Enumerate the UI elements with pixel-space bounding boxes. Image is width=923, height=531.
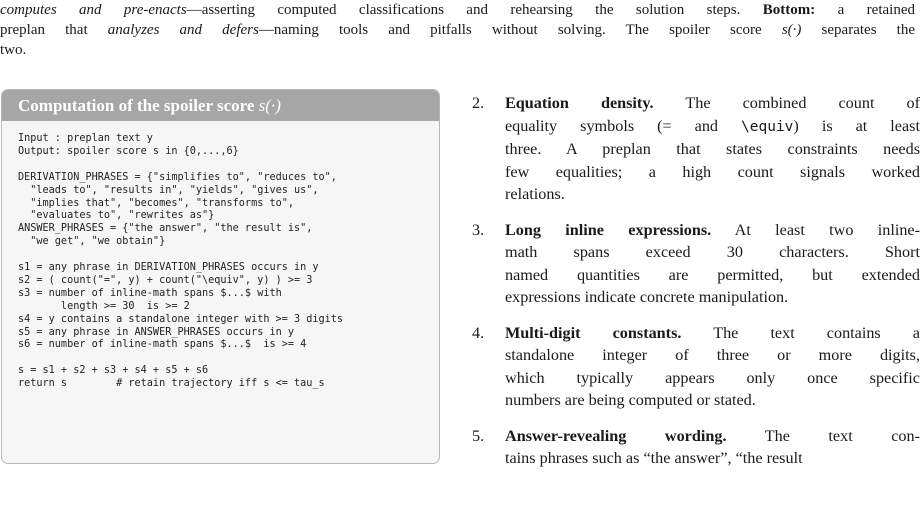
list-item-number: 2.	[472, 94, 485, 112]
code-line: s5 = any phrase in ANSWER_PHRASES occurs in y	[18, 326, 295, 338]
list-item-title: Equation density.	[505, 94, 654, 112]
text-line: standalone integer of three or more digits,	[505, 346, 920, 364]
text-line: tains phrases such as “the answer”, “the result	[505, 449, 803, 467]
list-item-title: Answer-revealing wording.	[505, 426, 727, 445]
code-line: s3 = number of inline-math spans $...$ with	[18, 287, 282, 299]
code-line	[18, 352, 439, 365]
code-line: DERIVATION_PHRASES = {"simplifies to", "reduces to",	[18, 171, 337, 183]
code-line	[18, 159, 439, 172]
list-item-multi-digit	[465, 322, 920, 412]
code-line: ANSWER_PHRASES = {"the answer", "the result is",	[18, 223, 313, 235]
code-line: s4 = y contains a standalone integer with >= 3 digits	[18, 313, 344, 325]
text-line	[505, 219, 920, 242]
algorithm-title	[2, 90, 439, 121]
code-line: s6 = number of inline-math spans $...$ is >= 4	[18, 339, 307, 351]
code-line: "we get", "we obtain"}	[18, 236, 166, 248]
code-line: Output: spoiler score s in {0,...,6}	[18, 145, 239, 157]
code-line: s2 = ( count("=", y) + count("\equiv", y) ) >= 3	[18, 274, 313, 286]
text-line	[505, 425, 920, 448]
code-line: "leads to", "results in", "yields", "gives us",	[18, 184, 319, 196]
algorithm-code	[2, 121, 439, 391]
code-line: length >= 30 is >= 2	[18, 300, 190, 312]
equiv-code: \equiv	[741, 118, 794, 135]
code-line	[18, 249, 439, 262]
list-item-title: Multi-digit constants.	[505, 323, 682, 342]
list-item-equation-density	[465, 92, 920, 206]
algorithm-title-symbol: s(·)	[258, 96, 281, 115]
list-item-title: Long inline expressions.	[505, 220, 712, 239]
caption-italic-computes: computes and pre-enacts	[0, 2, 187, 18]
caption-text: preplan that	[0, 22, 108, 38]
caption-line-2	[0, 20, 915, 40]
figure-caption	[0, 0, 915, 60]
code-line: return s # retain trajectory iff s <= tau_s	[18, 378, 325, 390]
text-fragment: The combined count of	[653, 94, 920, 112]
list-item-text	[505, 219, 920, 309]
text-fragment: At least two inline-	[711, 220, 920, 239]
code-line: "implies that", "becomes", "transforms to",	[18, 197, 295, 209]
text-line: three. A preplan that states constraints needs	[505, 140, 920, 158]
list-item-answer-revealing	[465, 425, 920, 470]
text-line: named quantities are permitted, but extended	[505, 265, 920, 284]
text-line: relations.	[505, 185, 565, 203]
text-line: math spans exceed 30 characters. Short	[505, 243, 920, 261]
caption-line-3: two.	[0, 42, 27, 58]
caption-text: —asserting computed classifications and rehearsing the solution steps.	[186, 2, 763, 18]
text-line: numbers are being computed or stated.	[505, 391, 756, 409]
caption-line-1	[0, 0, 915, 20]
list-item-number: 5.	[472, 426, 485, 445]
text-line: expressions indicate concrete manipulation.	[505, 288, 789, 306]
caption-italic-analyzes: analyzes and defers	[107, 22, 259, 38]
text-line: few equalities; a high count signals worked	[505, 162, 920, 181]
text-fragment: equality symbols (= and	[505, 116, 742, 135]
list-item-text	[505, 322, 920, 412]
code-line: s1 = any phrase in DERIVATION_PHRASES occurs in y	[18, 262, 319, 274]
text-fragment: The text contains a	[681, 323, 920, 342]
heuristic-list	[465, 92, 920, 483]
caption-text: separates the	[801, 22, 915, 38]
caption-text: —naming tools and pitfalls without solving. The spoiler score	[258, 22, 782, 38]
caption-text: a retained	[815, 2, 915, 18]
list-item-long-inline	[465, 219, 920, 309]
algorithm-box	[1, 89, 440, 464]
text-line	[505, 115, 920, 139]
caption-bold-bottom: Bottom:	[762, 2, 816, 18]
list-item-number: 4.	[472, 323, 485, 342]
caption-symbol: s(·)	[781, 22, 802, 38]
text-fragment: ) is at least	[793, 116, 920, 135]
code-line: "evaluates to", "rewrites as"}	[18, 210, 215, 222]
algorithm-title-text: Computation of the spoiler score	[18, 96, 259, 115]
code-line: Input : preplan text y	[18, 133, 153, 144]
text-fragment: The text con-	[726, 426, 920, 445]
text-line: which typically appears only once specific	[505, 368, 920, 387]
code-line: s = s1 + s2 + s3 + s4 + s5 + s6	[18, 365, 209, 377]
list-item-text	[505, 425, 920, 470]
list-item-text	[505, 92, 920, 206]
text-line	[505, 92, 920, 115]
text-line	[505, 322, 920, 345]
list-item-number: 3.	[472, 220, 485, 239]
